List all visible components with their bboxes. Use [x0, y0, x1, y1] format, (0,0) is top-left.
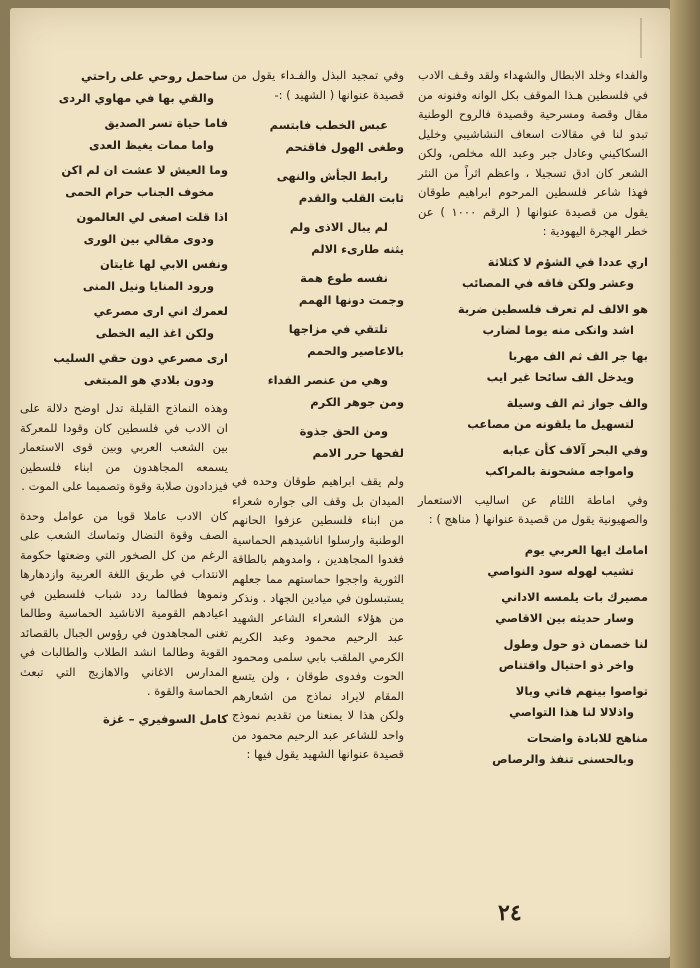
verse-line: مصيرك بات يلمسه الاداني	[501, 589, 648, 604]
poem-abdul-rahim-mahmoud	[20, 66, 228, 391]
verse-line: وجمت دونها الهمم	[298, 292, 404, 307]
poem-raqm-1000	[418, 252, 648, 483]
column-left	[20, 66, 228, 726]
verse-line: هو الالف لم تعرف فلسطين ضربة	[457, 301, 648, 316]
verse-line: لعمرك اني ارى مصرعي	[93, 304, 228, 318]
verse-line: مناهج للابادة واضحات	[526, 730, 648, 745]
verse-line: وطغى الهول فاقتحم	[285, 139, 404, 154]
poem-manahij	[418, 540, 648, 771]
verse-line: تلتقي في مزاجها	[288, 322, 388, 336]
verse-line: واخر ذو احتيال واقتناص	[498, 658, 634, 672]
author-signature: كامل السوفيري – غزة	[102, 711, 228, 726]
verse-line: ساحمل روحي على راحتي	[81, 69, 228, 83]
verse-line: لفحها حرر الامم	[312, 445, 404, 460]
verse-line: لتسهيل ما يلقونه من مصاعب	[467, 417, 634, 431]
page-fold-mark	[640, 18, 662, 58]
verse-line: عبس الخطب فابتسم	[269, 118, 388, 132]
verse-line: واما ممات يغيظ العدى	[89, 137, 214, 152]
verse-line: فاما حياة تسر الصديق	[104, 116, 228, 130]
page-number: ٢٤	[498, 900, 522, 926]
column-middle	[232, 66, 404, 775]
verse-line: ودون بلادي هو المبتغى	[83, 372, 214, 387]
verse-line: وعشر ولكن فاقه في المصائب	[461, 276, 634, 290]
column-left-paragraph-2: كان الادب عاملا قويا من عوامل وحدة الصف وقوة النضال وتماسك الشعب على الرغم من كل الصخور التي وضعتها حكومة الانتداب في طريق اللغة العربية وازدهارها ونموها فطالما ردد شباب فلسطين في اعيادهم القومية الاناشيد الحماسية وطالما تغنى المجاهدون في رؤوس الجبال بالقصائد القوية وطالما انشد الطلاب والطالبات في المدارس الاغاني والاهازيج التي تبعث الحماسة والقوة .	[20, 508, 228, 698]
verse-line: وسار حديثه بين الاقاصي	[495, 611, 634, 625]
verse-line: اذا قلت اصغى لي العالمون	[76, 210, 228, 224]
verse-line: ومن الحق جذوة	[299, 424, 388, 438]
verse-line: ونفس الابي لها غايتان	[99, 257, 228, 271]
column-right-paragraph-1: والفداء وخلد الابطال والشهداء ولقد وقـف الادب في فلسطين هـذا الموقف بكل الوانه وفنونه من مقال وقصة ومسرحية وقصيدة فالروح الوطنية تبدو لنا في مقالات اسعاف النشاشيبي وخليل السكاكيني وعادل جبر وعبد الله مخلص، ولكن الشعر كان ادق تسجيلا ، واعظم اثراً من النثر فهذا شاعر فلسطين المرحوم ابراهيم طوقان يقول من قصيدة عنوانها ( الرقم ١٠٠٠ ) عن خطر الهجرة اليهودية :	[418, 68, 648, 238]
verse-line: رابط الجأش والنهى	[276, 169, 388, 183]
column-left-paragraph-1: وهذه النماذج القليلة تدل اوضح دلالة على ان الادب في فلسطين كان وقودا للمعركة بين الشعب العربي وبين قوى الاستعمار يسمعه المجاهدون من ابناء فلسطين فيزدادون صلابة وقوة وتصميما على الموت .	[20, 401, 228, 493]
poem-al-shahid	[232, 115, 404, 464]
verse-line: يثنه طارىء الالم	[311, 241, 404, 256]
verse-line: ويدخل الف سائحا غير ايب	[486, 370, 634, 384]
verse-line: لنا خصمان ذو حول وطول	[503, 636, 648, 651]
verse-line: واذلالا لنا هذا التواصي	[509, 705, 634, 719]
verse-line: وبالحسنى تنفذ والرصاص	[492, 752, 634, 766]
verse-line: اشد وانكى منه يوما لضارب	[482, 323, 634, 337]
verse-line: وامواجه مشحونة بالمراكب	[485, 464, 634, 478]
verse-line: تواصوا بينهم فاتي وبالا	[515, 683, 648, 698]
verse-line: مخوف الجناب حرام الحمى	[65, 184, 214, 199]
verse-line: ودوى مقالي بين الورى	[83, 231, 214, 246]
verse-line: والف جواز ثم الف وسيلة	[506, 395, 648, 410]
verse-line: نفسه طوع همة	[300, 271, 388, 285]
verse-line: ومن جوهر الكرم	[310, 394, 404, 409]
verse-line: امامك ايها العربي يوم	[524, 542, 648, 557]
column-middle-paragraph-2: ولم يقف ابراهيم طوقان وحده في الميدان بل وقف الى جواره شعراء من ابناء فلسطين عزفوا الحانهم الوطنية وارسلوا اناشيدهم الحماسية فغدوا المجاهدين ، وامدوهم بالطاقة الثورية واججوا حماستهم مما جعلهم يستبسلون في ميادين الجهاد . ونذكر من هؤلاء الشعراء الشاعر الشهيد عبد الرحيم محمود وعبد الكريم الكرمي الملقب بابي سلمى ومحمود الحوت وفدوى طوقان ، ولن يتسع المقام لايراد نماذج من اشعارهم ولكن هذا لا يمنعنا من تقديم نموذج واحد للشاعر عبد الرحيم محمود من قصيدة عنوانها الشهيد يقول فيها :	[232, 474, 404, 761]
verse-line: بها جر الف ثم الف مهربا	[508, 348, 648, 363]
verse-line: ثابت القلب والقدم	[298, 190, 404, 205]
verse-line: وفي البحر آلاف كأن عبابه	[502, 442, 648, 457]
column-right-paragraph-2: وفي اماطة اللثام عن اساليب الاستعمار والصهيونية يقول من قصيدة عنوانها ( مناهج ) :	[418, 492, 648, 526]
verse-line: والقي بها في مهاوي الردى	[58, 90, 214, 105]
verse-line: ارى مصرعي دون حقي السليب	[53, 351, 228, 365]
verse-line: وهي من عنصر الفداء	[267, 373, 388, 387]
verse-line: تشيب لهوله سود النواصي	[487, 564, 634, 578]
verse-line: ولكن اغذ اليه الخطى	[95, 325, 214, 340]
verse-line: اري عددا في الشؤم لا كثلاثة	[487, 254, 648, 269]
column-right	[418, 66, 648, 775]
column-middle-paragraph-1: وفي تمجيد البذل والفـداء يقول من قصيدة عنوانها ( الشهيد ) :-	[232, 68, 404, 102]
verse-line: لم يبال الاذى ولم	[289, 220, 388, 234]
verse-line: بالاعاصير والحمم	[307, 343, 404, 358]
verse-line: ورود المنايا ونيل المنى	[82, 278, 214, 293]
verse-line: وما العيش لا عشت ان لم اكن	[61, 163, 228, 177]
scanner-edge	[670, 0, 700, 968]
